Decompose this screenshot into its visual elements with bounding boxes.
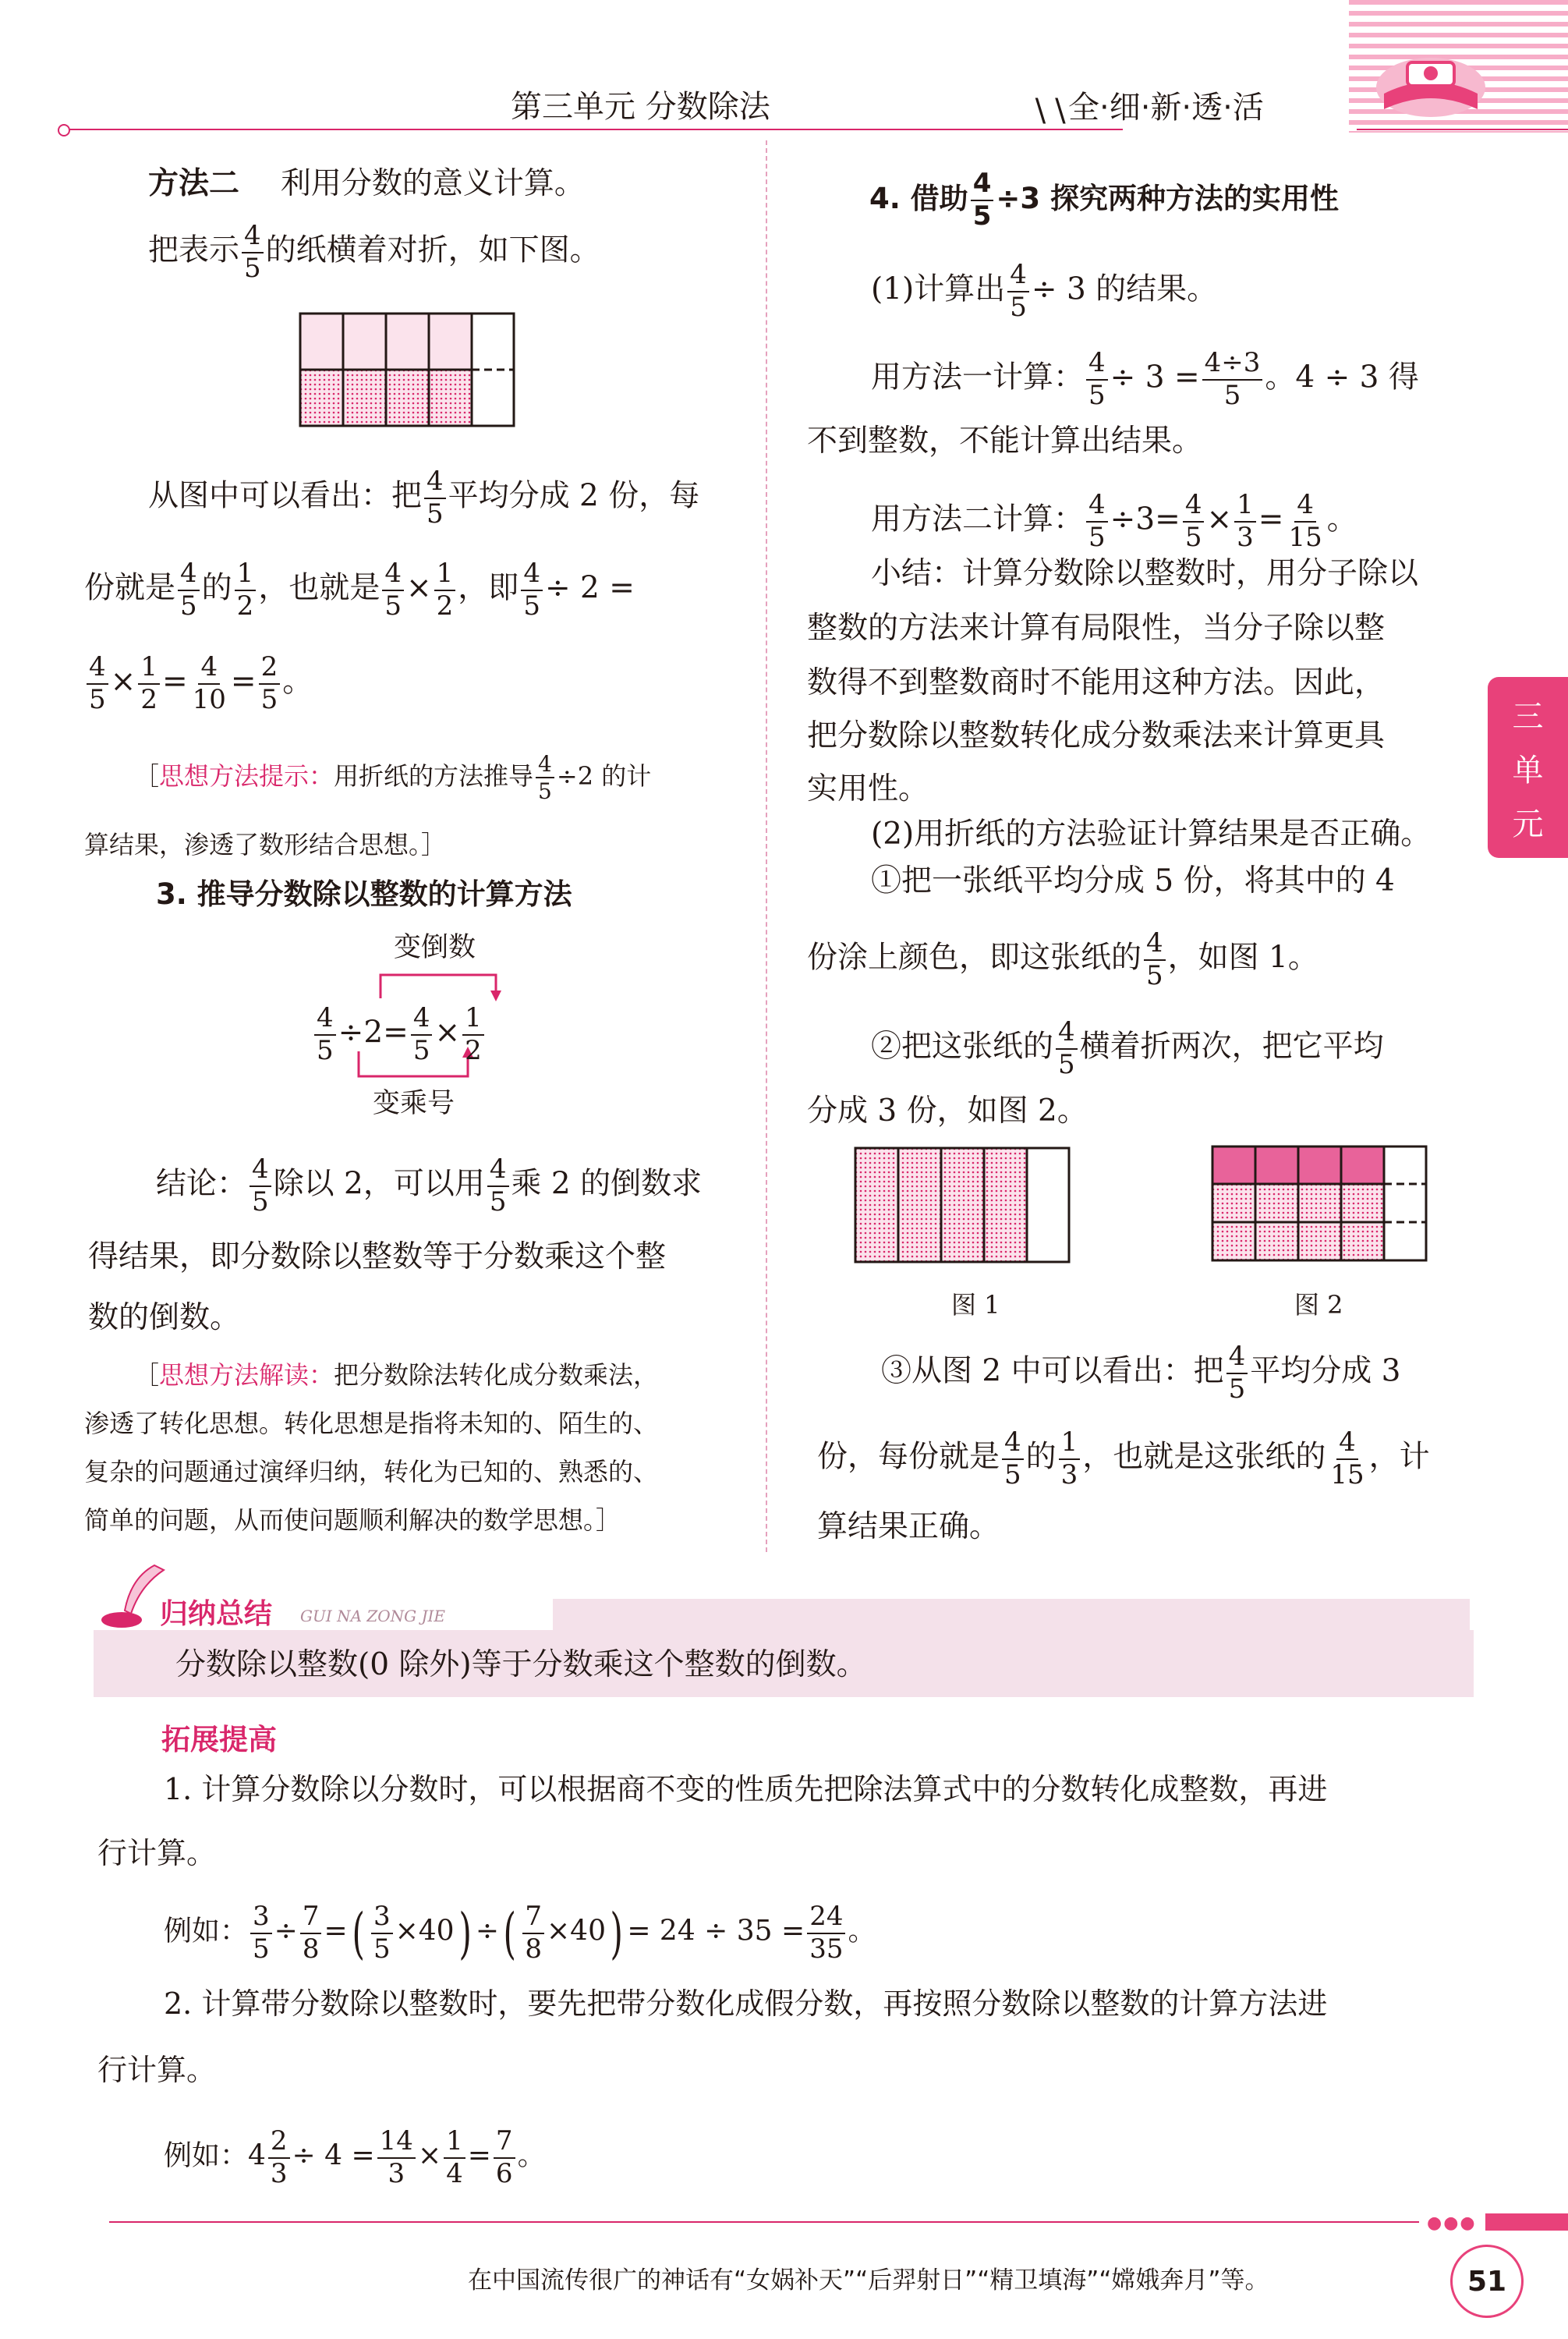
conclusion-line1: 结论： $\frac{4}{5}$ 除以 2，可以用 $\frac{4}{5}$ 乘 2 的倒数求 [156,1154,703,1217]
page-number: 51 [1450,2245,1524,2318]
method2-line [148,168,585,199]
summary-l3: 数得不到整数商时不能用这种方法。因此， [807,665,1386,700]
footer-note: 在中国流传很广的神话有“女娲补天”“后羿射日”“精卫填海”“嫦娥奔月”等。 [468,2266,1269,2295]
header-rule-right [1357,129,1568,130]
read-note-line1: ［思想方法解读：把分数除法转化成分数乘法， [134,1360,659,1390]
sec3-title: 3. 推导分数除以整数的计算方法 [156,877,572,911]
figure-1 [854,1146,1072,1267]
step3-line3: 算结果正确。 [817,1509,1000,1544]
obs-line: 从图中可以看出：把 $\frac{4}{5}$ 平均分成 2 份，每 [148,466,700,530]
read-note-line2: 渗透了转化思想。转化思想是指将未知的、陌生的、 [84,1409,659,1438]
figure-1-caption: 图 1 [951,1290,1000,1320]
q2-line: (2)用折纸的方法验证计算结果是否正确。 [871,817,1432,852]
read-note-line3: 复杂的问题通过演绎归纳，转化为已知的、熟悉的、 [84,1457,659,1487]
example-2: 例如：4 $\frac{2}{3}$ ÷ 4 = $\frac{14}{3}$ × $\frac{1}{4}$ = $\frac{7}{6}$ 。 [164,2125,546,2189]
read-tag: 思想方法解读： [159,1360,334,1390]
extend-p2-line1: 2. 计算带分数除以整数时，要先把带分数化成假分数，再按照分数除以整数的计算方法进 [164,1986,1328,2021]
extend-p1-line2: 行计算。 [97,1836,217,1870]
figure-2 [1211,1145,1429,1265]
hint-note-line2: 算结果，渗透了数形结合思想。］ [84,830,447,859]
summary-l1: 小结：计算分数除以整数时，用分子除以 [871,556,1419,591]
footer-stripe [1485,2213,1568,2231]
step1-line1: ①把一张纸平均分成 5 份，将其中的 4 [871,863,1395,898]
footer-rule [109,2221,1419,2223]
method2-text: 利用分数的意义计算。 [280,166,585,201]
method2-calc-line: 用方法二计算： $\frac{4}{5}$ ÷3= $\frac{4}{5}$ × $\frac{1}{3}$ = $\frac{4}{15}$ 。 [871,489,1357,553]
extend-title: 拓展提高 [161,1723,277,1756]
hint-note: ［思想方法提示：用折纸的方法推导 $\frac{4}{5}$ ÷2 的计 [134,751,652,805]
summary-text: 分数除以整数(0 除外)等于分数乘这个整数的倒数。 [175,1647,867,1682]
fold-line: 把表示 $\frac{4}{5}$ 的纸横着对折，如下图。 [148,220,600,284]
step1-line2: 份涂上颜色，即这张纸的 $\frac{4}{5}$ ，如图 1。 [807,927,1318,991]
sec4-title: 4. 借助 $\frac{4}{5}$ ÷3 探究两种方法的实用性 [869,168,1339,232]
header-slash-icon: ∖∖ [1029,94,1069,129]
footer-dots-icon: ●●● [1427,2213,1477,2233]
step2-line2: 分成 3 份，如图 2。 [807,1093,1088,1129]
step3-line1: ③从图 2 中可以看出：把 $\frac{4}{5}$ 平均分成 3 [881,1341,1401,1405]
label-mult: 变乘号 [373,1088,455,1119]
method1-line: 用方法一计算： $\frac{4}{5}$ ÷ 3 = $\frac{4\div 3}{5}$ 。4 ÷ 3 得 [871,347,1419,411]
q1-line: (1)计算出 $\frac{4}{5}$ ÷ 3 的结果。 [871,259,1218,323]
fold-diagram [299,312,517,431]
extend-p1-line1: 1. 计算分数除以分数时，可以根据商不变的性质先把除法算式中的分数转化成整数，再进 [164,1772,1328,1806]
step3-line2: 份，每份就是 $\frac{4}{5}$ 的 $\frac{1}{3}$ ，也就是这张纸的 $\frac{4}{15}$ ，计 [817,1426,1430,1490]
series-title: 全·细·新·透·活 [1068,90,1264,126]
summary-pinyin: GUI NA ZONG JIE [300,1607,446,1625]
summary-l2: 整数的方法来计算有局限性，当分子除以整 [807,611,1386,646]
side-tab-char: 元 [1512,806,1544,842]
summary-title: 归纳总结 [160,1598,273,1630]
read-note-line4: 简单的问题，从而使问题顺利解决的数学思想。］ [84,1505,621,1535]
header-rule-dot [58,124,70,136]
each-line: 份就是 $\frac{4}{5}$ 的 $\frac{1}{2}$ ，也就是 $\frac{4}{5}$ × $\frac{1}{2}$ ，即 $\frac{4}{5}$ ÷ 2 = [84,558,635,622]
unit-title: 第三单元 分数除法 [511,89,770,125]
extend-p2-line2: 行计算。 [97,2053,217,2087]
header-rule [62,129,1123,130]
conclusion-line3: 数的倒数。 [88,1300,241,1335]
method1-line2: 不到整数，不能计算出结果。 [807,424,1203,459]
method2-title: 方法二 [148,166,240,201]
book-logo [1361,39,1501,125]
summary-l5: 实用性。 [807,771,929,806]
side-tab-char: 三 [1512,698,1544,735]
side-tab-char: 单 [1512,752,1544,789]
label-reciprocal: 变倒数 [394,932,476,963]
step2-line1: ②把这张纸的 $\frac{4}{5}$ 横着折两次，把它平均 [871,1016,1384,1080]
conclusion-line2: 得结果，即分数除以整数等于分数乘这个整 [88,1239,667,1274]
hint-tag: 思想方法提示： [159,760,334,791]
equation-4-5-times-1-2: $\frac{4}{5}$ × $\frac{1}{2}$ = $\frac{4}{10}$ = $\frac{2}{5}$ 。 [84,654,313,714]
figure-2-caption: 图 2 [1294,1290,1343,1320]
reciprocal-equation: $\frac{4}{5}$ ÷2= $\frac{4}{5}$ × $\frac{1}{2}$ [312,1005,487,1065]
column-divider [766,140,767,1552]
unit-side-tab [1488,677,1568,858]
summary-l4: 把分数除以整数转化成分数乘法来计算更具 [807,718,1386,753]
fraction: $\frac{4}{5}$ [242,222,264,282]
example-1: 例如： $\frac{3}{5}$ ÷ $\frac{7}{8}$ =( $\frac{3}{5}$ ×40) ÷( $\frac{7}{8}$ ×40) = 24 ÷ 35 = $\frac{24}{35}$ 。 [164,1901,876,1965]
fraction: $\frac{4}{5}$ [424,468,446,528]
